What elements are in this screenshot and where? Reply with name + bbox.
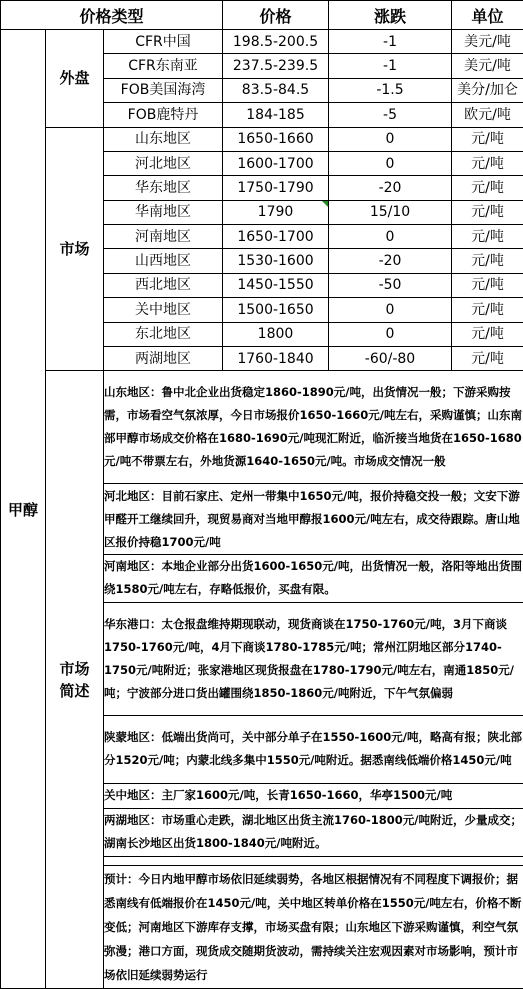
section-external-market: 外盘 bbox=[46, 30, 104, 128]
unit-cell: 元/吨 bbox=[452, 273, 523, 297]
commentary-row bbox=[1, 371, 523, 484]
price-cell: 198.5-200.5 bbox=[223, 30, 329, 54]
change-cell: -5 bbox=[329, 103, 452, 127]
price-cell: 1790 bbox=[223, 200, 329, 224]
region-cell: 西北地区 bbox=[104, 273, 223, 297]
change-cell: 0 bbox=[329, 127, 452, 151]
price-cell: 1650-1700 bbox=[223, 225, 329, 249]
price-cell: 83.5-84.5 bbox=[223, 78, 329, 102]
region-cell: 河北地区 bbox=[104, 151, 223, 175]
table-row bbox=[1, 127, 523, 151]
price-cell: 237.5-239.5 bbox=[223, 54, 329, 78]
table-row bbox=[1, 30, 523, 54]
change-cell: -1.5 bbox=[329, 78, 452, 102]
region-cell: 华东地区 bbox=[104, 176, 223, 200]
commentary-east-china-port: 华东港口：太仓报盘维持期现联动，现货商谈在1750-1760元/吨，3月下商谈1750-1760元/吨，4月下商谈1780-1785元/吨；常州江阴地区部分1740-1750元/吨附近；张家港地区现货报盘在1780-1790元/吨左右，南通1850元/吨；宁波部分进口货出罐围绕1850-1860元/吨附近，下午气氛偏弱 bbox=[104, 602, 523, 715]
region-cell: 东北地区 bbox=[104, 322, 223, 346]
price-cell: 1760-1840 bbox=[223, 346, 329, 370]
price-cell: 184-185 bbox=[223, 103, 329, 127]
price-cell: 1600-1700 bbox=[223, 151, 329, 175]
region-cell: 山西地区 bbox=[104, 249, 223, 273]
change-cell: 0 bbox=[329, 151, 452, 175]
change-cell: -1 bbox=[329, 30, 452, 54]
price-cell: 1450-1550 bbox=[223, 273, 329, 297]
commentary-lianghu: 两湖地区：市场重心走跌，湖北地区出货主流1760-1800元/吨附近，少量成交；湖南长沙地区出货1800-1840元/吨附近。 bbox=[104, 809, 523, 857]
unit-cell: 元/吨 bbox=[452, 249, 523, 273]
price-cell: 1800 bbox=[223, 322, 329, 346]
unit-cell: 美分/加仑 bbox=[452, 78, 523, 102]
section-market-commentary bbox=[46, 371, 104, 989]
commentary-forecast: 预计：今日内地甲醇市场依旧延续弱势，各地区根据情况有不同程度下调报价；据悉南线有低端报价在1450元/吨，关中地区转单价格在1550元/吨左右，价格不断变低；河南地区下游库存支撑，市场买盘有限；山东地区下游采购谨慎，利空气氛弥漫；港口方面，现货成交随期货波动，需持续关注宏观因素对市场影响，预计市场依旧延续弱势运行 bbox=[104, 865, 523, 988]
unit-cell: 元/吨 bbox=[452, 200, 523, 224]
unit-cell: 元/吨 bbox=[452, 127, 523, 151]
unit-cell: 元/吨 bbox=[452, 225, 523, 249]
commentary-shaanxi-inner-mongolia: 陕蒙地区：低端出货尚可，关中部分单子在1550-1600元/吨，略高有报；陕北部分1520元/吨；内蒙北线多集中1550元/吨附近。据悉南线低端价格1450元/吨 bbox=[104, 715, 523, 783]
commentary-hebei: 河北地区：目前石家庄、定州一带集中1650元/吨，报价持稳交投一般；文安下游甲醛开工继续回升，现贸易商对当地甲醇报1600元/吨左右，成交待跟踪。唐山地区报价持稳1700元/吨 bbox=[104, 484, 523, 555]
product-category: 甲醇 bbox=[1, 30, 46, 989]
change-cell: 0 bbox=[329, 225, 452, 249]
region-cell: 河南地区 bbox=[104, 225, 223, 249]
header-change: 涨跌 bbox=[329, 1, 452, 30]
price-cell: 1530-1600 bbox=[223, 249, 329, 273]
unit-cell: 元/吨 bbox=[452, 298, 523, 322]
unit-cell: 欧元/吨 bbox=[452, 103, 523, 127]
price-type-cell: CFR东南亚 bbox=[104, 54, 223, 78]
change-cell: 0 bbox=[329, 298, 452, 322]
commentary-guanzhong: 关中地区：主厂家1600元/吨，长青1650-1660，华亭1500元/吨 bbox=[104, 783, 523, 808]
region-cell: 关中地区 bbox=[104, 298, 223, 322]
section-label-line: 简述 bbox=[59, 681, 90, 700]
section-label-line: 市场 bbox=[59, 659, 90, 678]
change-cell: -50 bbox=[329, 273, 452, 297]
header-price-type: 价格类型 bbox=[1, 1, 223, 30]
unit-cell: 美元/吨 bbox=[452, 30, 523, 54]
unit-cell: 元/吨 bbox=[452, 151, 523, 175]
price-cell: 1650-1660 bbox=[223, 127, 329, 151]
price-type-cell: FOB鹿特丹 bbox=[104, 103, 223, 127]
region-cell: 山东地区 bbox=[104, 127, 223, 151]
change-cell: -20 bbox=[329, 249, 452, 273]
price-type-cell: FOB美国海湾 bbox=[104, 78, 223, 102]
region-cell: 两湖地区 bbox=[104, 346, 223, 370]
unit-cell: 元/吨 bbox=[452, 322, 523, 346]
unit-cell: 元/吨 bbox=[452, 176, 523, 200]
blank-cell bbox=[104, 856, 523, 865]
change-cell: 15/10 bbox=[329, 200, 452, 224]
change-cell: -20 bbox=[329, 176, 452, 200]
header-price: 价格 bbox=[223, 1, 329, 30]
section-domestic-market: 市场 bbox=[46, 127, 104, 371]
header-row bbox=[1, 1, 523, 30]
change-cell: 0 bbox=[329, 322, 452, 346]
unit-cell: 元/吨 bbox=[452, 346, 523, 370]
price-type-cell: CFR中国 bbox=[104, 30, 223, 54]
commentary-henan: 河南地区：本地企业部分出货1600-1650元/吨，出货情况一般，洛阳等地出货围绕1580元/吨左右，存略低报价，买盘有限。 bbox=[104, 555, 523, 603]
change-cell: -60/-80 bbox=[329, 346, 452, 370]
commentary-shandong: 山东地区：鲁中北企业出货稳定1860-1890元/吨，出货情况一般；下游采购按需，市场看空气氛浓厚，今日市场报价1650-1660元/吨左右，采购谨慎；山东南部甲醇市场成交价格在1680-1690元/吨现汇附近，临沂接当地货在1650-1680元/吨不带票左右，外地货源1640-1650元/吨。市场成交情况一般 bbox=[104, 371, 523, 484]
change-cell: -1 bbox=[329, 54, 452, 78]
unit-cell: 美元/吨 bbox=[452, 54, 523, 78]
price-cell: 1750-1790 bbox=[223, 176, 329, 200]
region-cell: 华南地区 bbox=[104, 200, 223, 224]
header-unit: 单位 bbox=[452, 1, 523, 30]
price-cell: 1500-1650 bbox=[223, 298, 329, 322]
